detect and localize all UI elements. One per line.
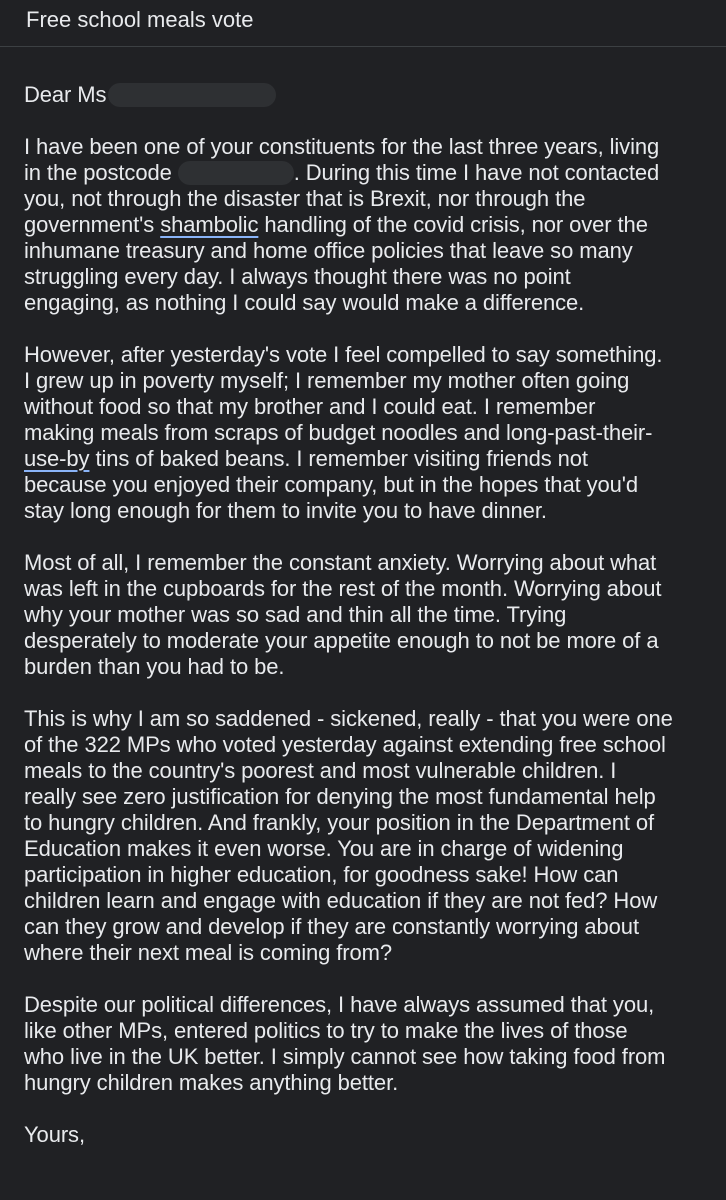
body-line — [24, 160, 724, 186]
body-line: where their next meal is coming from? — [24, 940, 393, 965]
body-line: I grew up in poverty myself; I remember my mother often going — [24, 368, 630, 393]
spellcheck-word-shambolic[interactable]: shambolic — [160, 212, 259, 237]
paragraph-4 — [24, 706, 724, 966]
body-line: who live in the UK better. I simply cannot see how taking food from — [24, 1044, 666, 1069]
body-line: meals to the country's poorest and most vulnerable children. I — [24, 758, 617, 783]
body-line: burden than you had to be. — [24, 654, 285, 679]
signoff-line — [24, 1122, 724, 1148]
salutation-line — [24, 82, 724, 108]
body-line: without food so that my brother and I could eat. I remember — [24, 394, 596, 419]
body-line: like other MPs, entered politics to try to make the lives of those — [24, 1018, 628, 1043]
body-line: stay long enough for them to invite you to have dinner. — [24, 498, 547, 523]
body-line: struggling every day. I always thought there was no point — [24, 264, 571, 289]
body-line-fragment: handling of the covid crisis, nor over the — [258, 212, 648, 237]
spellcheck-word-use-by[interactable]: use-by — [24, 446, 90, 471]
paragraph-3 — [24, 550, 724, 680]
body-line: can they grow and develop if they are constantly worrying about — [24, 914, 639, 939]
body-line: participation in higher education, for goodness sake! How can — [24, 862, 619, 887]
body-line: This is why I am so saddened - sickened, really - that you were one — [24, 706, 673, 731]
body-line: of the 322 MPs who voted yesterday against extending free school — [24, 732, 666, 757]
salutation-text: Dear Ms — [24, 82, 107, 107]
body-line: hungry children makes anything better. — [24, 1070, 399, 1095]
email-subject[interactable] — [0, 0, 726, 46]
body-line-fragment: tins of baked beans. I remember visiting friends not — [89, 446, 588, 471]
body-line: was left in the cupboards for the rest of the month. Worrying about — [24, 576, 662, 601]
body-line: you, not through the disaster that is Brexit, nor through the — [24, 186, 586, 211]
body-line: to hungry children. And frankly, your position in the Department of — [24, 810, 655, 835]
body-line: why your mother was so sad and thin all the time. Trying — [24, 602, 567, 627]
body-line: making meals from scraps of budget noodles and long-past-their- — [24, 420, 653, 445]
paragraph-1 — [24, 134, 724, 316]
body-line — [24, 212, 724, 238]
body-line: Education makes it even worse. You are in charge of widening — [24, 836, 624, 861]
redacted-name — [108, 83, 276, 107]
body-line-fragment: government's — [24, 212, 161, 237]
body-line: I have been one of your constituents for the last three years, living — [24, 134, 660, 159]
signoff-text: Yours, — [24, 1122, 85, 1147]
body-line — [24, 446, 724, 472]
redacted-postcode — [178, 161, 294, 185]
subject-text: Free school meals vote — [26, 7, 254, 32]
body-line: desperately to moderate your appetite enough to not be more of a — [24, 628, 659, 653]
body-line: Most of all, I remember the constant anxiety. Worrying about what — [24, 550, 657, 575]
body-line: really see zero justification for denying the most fundamental help — [24, 784, 656, 809]
body-line: inhumane treasury and home office policies that leave so many — [24, 238, 633, 263]
email-body-editor[interactable] — [24, 82, 724, 1148]
body-line: children learn and engage with education if they are not fed? How — [24, 888, 658, 913]
body-line: engaging, as nothing I could say would make a difference. — [24, 290, 585, 315]
postcode-label: in the postcode — [24, 160, 172, 185]
paragraph-2 — [24, 342, 724, 524]
paragraph-5 — [24, 992, 724, 1096]
body-line: Despite our political differences, I have always assumed that you, — [24, 992, 655, 1017]
body-line: because you enjoyed their company, but in the hopes that you'd — [24, 472, 639, 497]
body-line: However, after yesterday's vote I feel compelled to say something. — [24, 342, 663, 367]
subject-divider — [0, 46, 726, 47]
body-line-fragment: . During this time I have not contacted — [293, 160, 660, 185]
